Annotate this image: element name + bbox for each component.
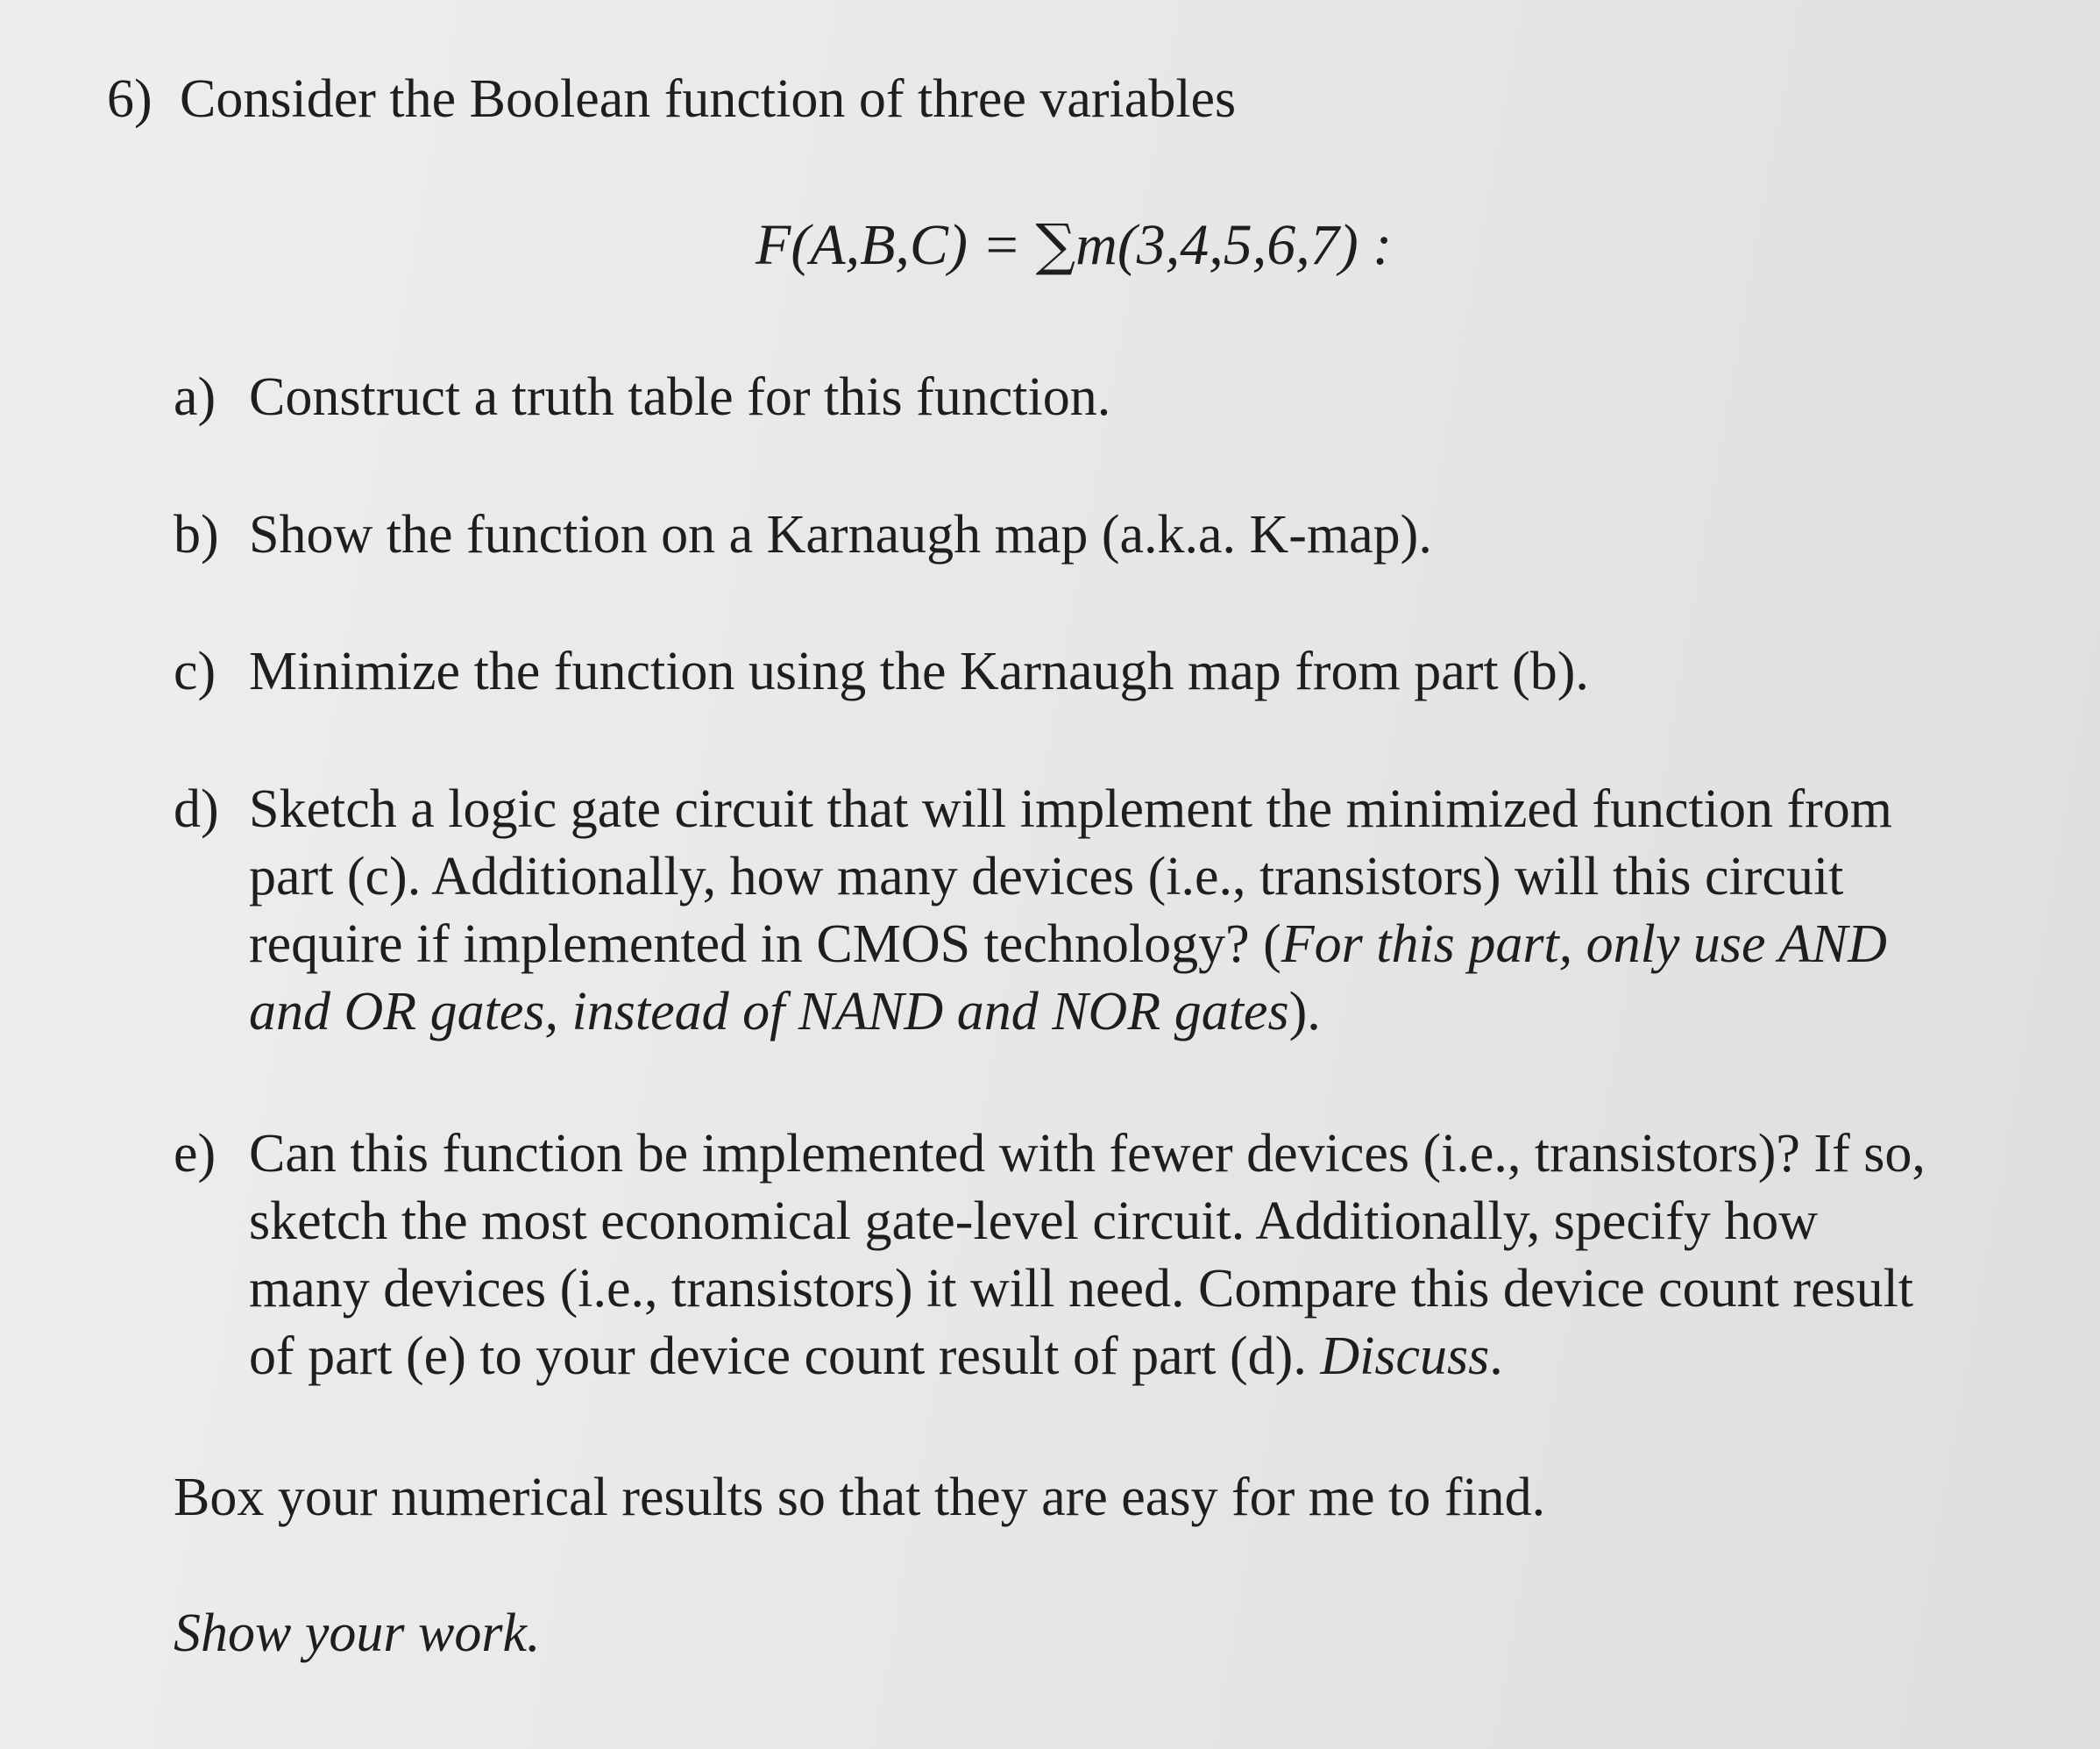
formula-lhs: F(A,B,C) =	[756, 213, 1036, 277]
sigma-symbol: ∑	[1035, 213, 1076, 278]
part-e-line-3: many devices (i.e., transistors) it will need. Compare this device count result	[249, 1259, 1914, 1319]
part-e-line-4-prefix: of part (e) to your device count result of part (d).	[249, 1326, 1321, 1386]
part-d-line-3	[249, 911, 1892, 978]
part-c-label: c)	[174, 642, 216, 701]
part-d-line-1: Sketch a logic gate circuit that will implement the minimized function from	[249, 779, 1892, 839]
formula-rhs: m(3,4,5,6,7) :	[1075, 213, 1393, 277]
part-a-label: a)	[174, 367, 216, 427]
part-d-line-3-prefix: require if implemented in CMOS technology? (	[249, 914, 1281, 974]
part-d-line-4	[249, 978, 1892, 1046]
part-a-text: Construct a truth table for this function.	[249, 367, 1111, 427]
part-d-line-2: part (c). Additionally, how many devices (i.e., transistors) will this circuit	[249, 847, 1844, 906]
part-e-line-4	[249, 1323, 1926, 1390]
part-e-line-2: sketch the most economical gate-level circuit. Additionally, specify how	[249, 1191, 1819, 1251]
part-e-line-4-suffix: .	[1489, 1326, 1503, 1386]
question-number: 6)	[107, 69, 153, 129]
question-intro: Consider the Boolean function of three variables	[180, 69, 1237, 129]
part-e-text	[249, 1120, 1926, 1390]
part-c-text: Minimize the function using the Karnaugh map from part (b).	[249, 642, 1589, 701]
part-e-label: e)	[174, 1124, 216, 1184]
part-e-line-4-italic: Discuss	[1320, 1326, 1490, 1386]
part-d-text	[249, 776, 1892, 1046]
part-b-label: b)	[174, 505, 219, 565]
part-d-label: d)	[174, 779, 219, 839]
show-work-note: Show your work.	[174, 1603, 541, 1663]
part-d-line-3-italic: For this part, only use AND	[1281, 914, 1887, 974]
part-d-line-4-italic: and OR gates, instead of NAND and NOR gates	[249, 982, 1289, 1042]
boolean-formula	[756, 210, 1392, 281]
part-b-text: Show the function on a Karnaugh map (a.k.a. K-map).	[249, 505, 1432, 565]
part-e-line-1: Can this function be implemented with fewer devices (i.e., transistors)? If so,	[249, 1124, 1926, 1184]
box-results-note: Box your numerical results so that they are easy for me to find.	[174, 1468, 1546, 1527]
part-d-line-4-suffix: ).	[1288, 982, 1321, 1042]
